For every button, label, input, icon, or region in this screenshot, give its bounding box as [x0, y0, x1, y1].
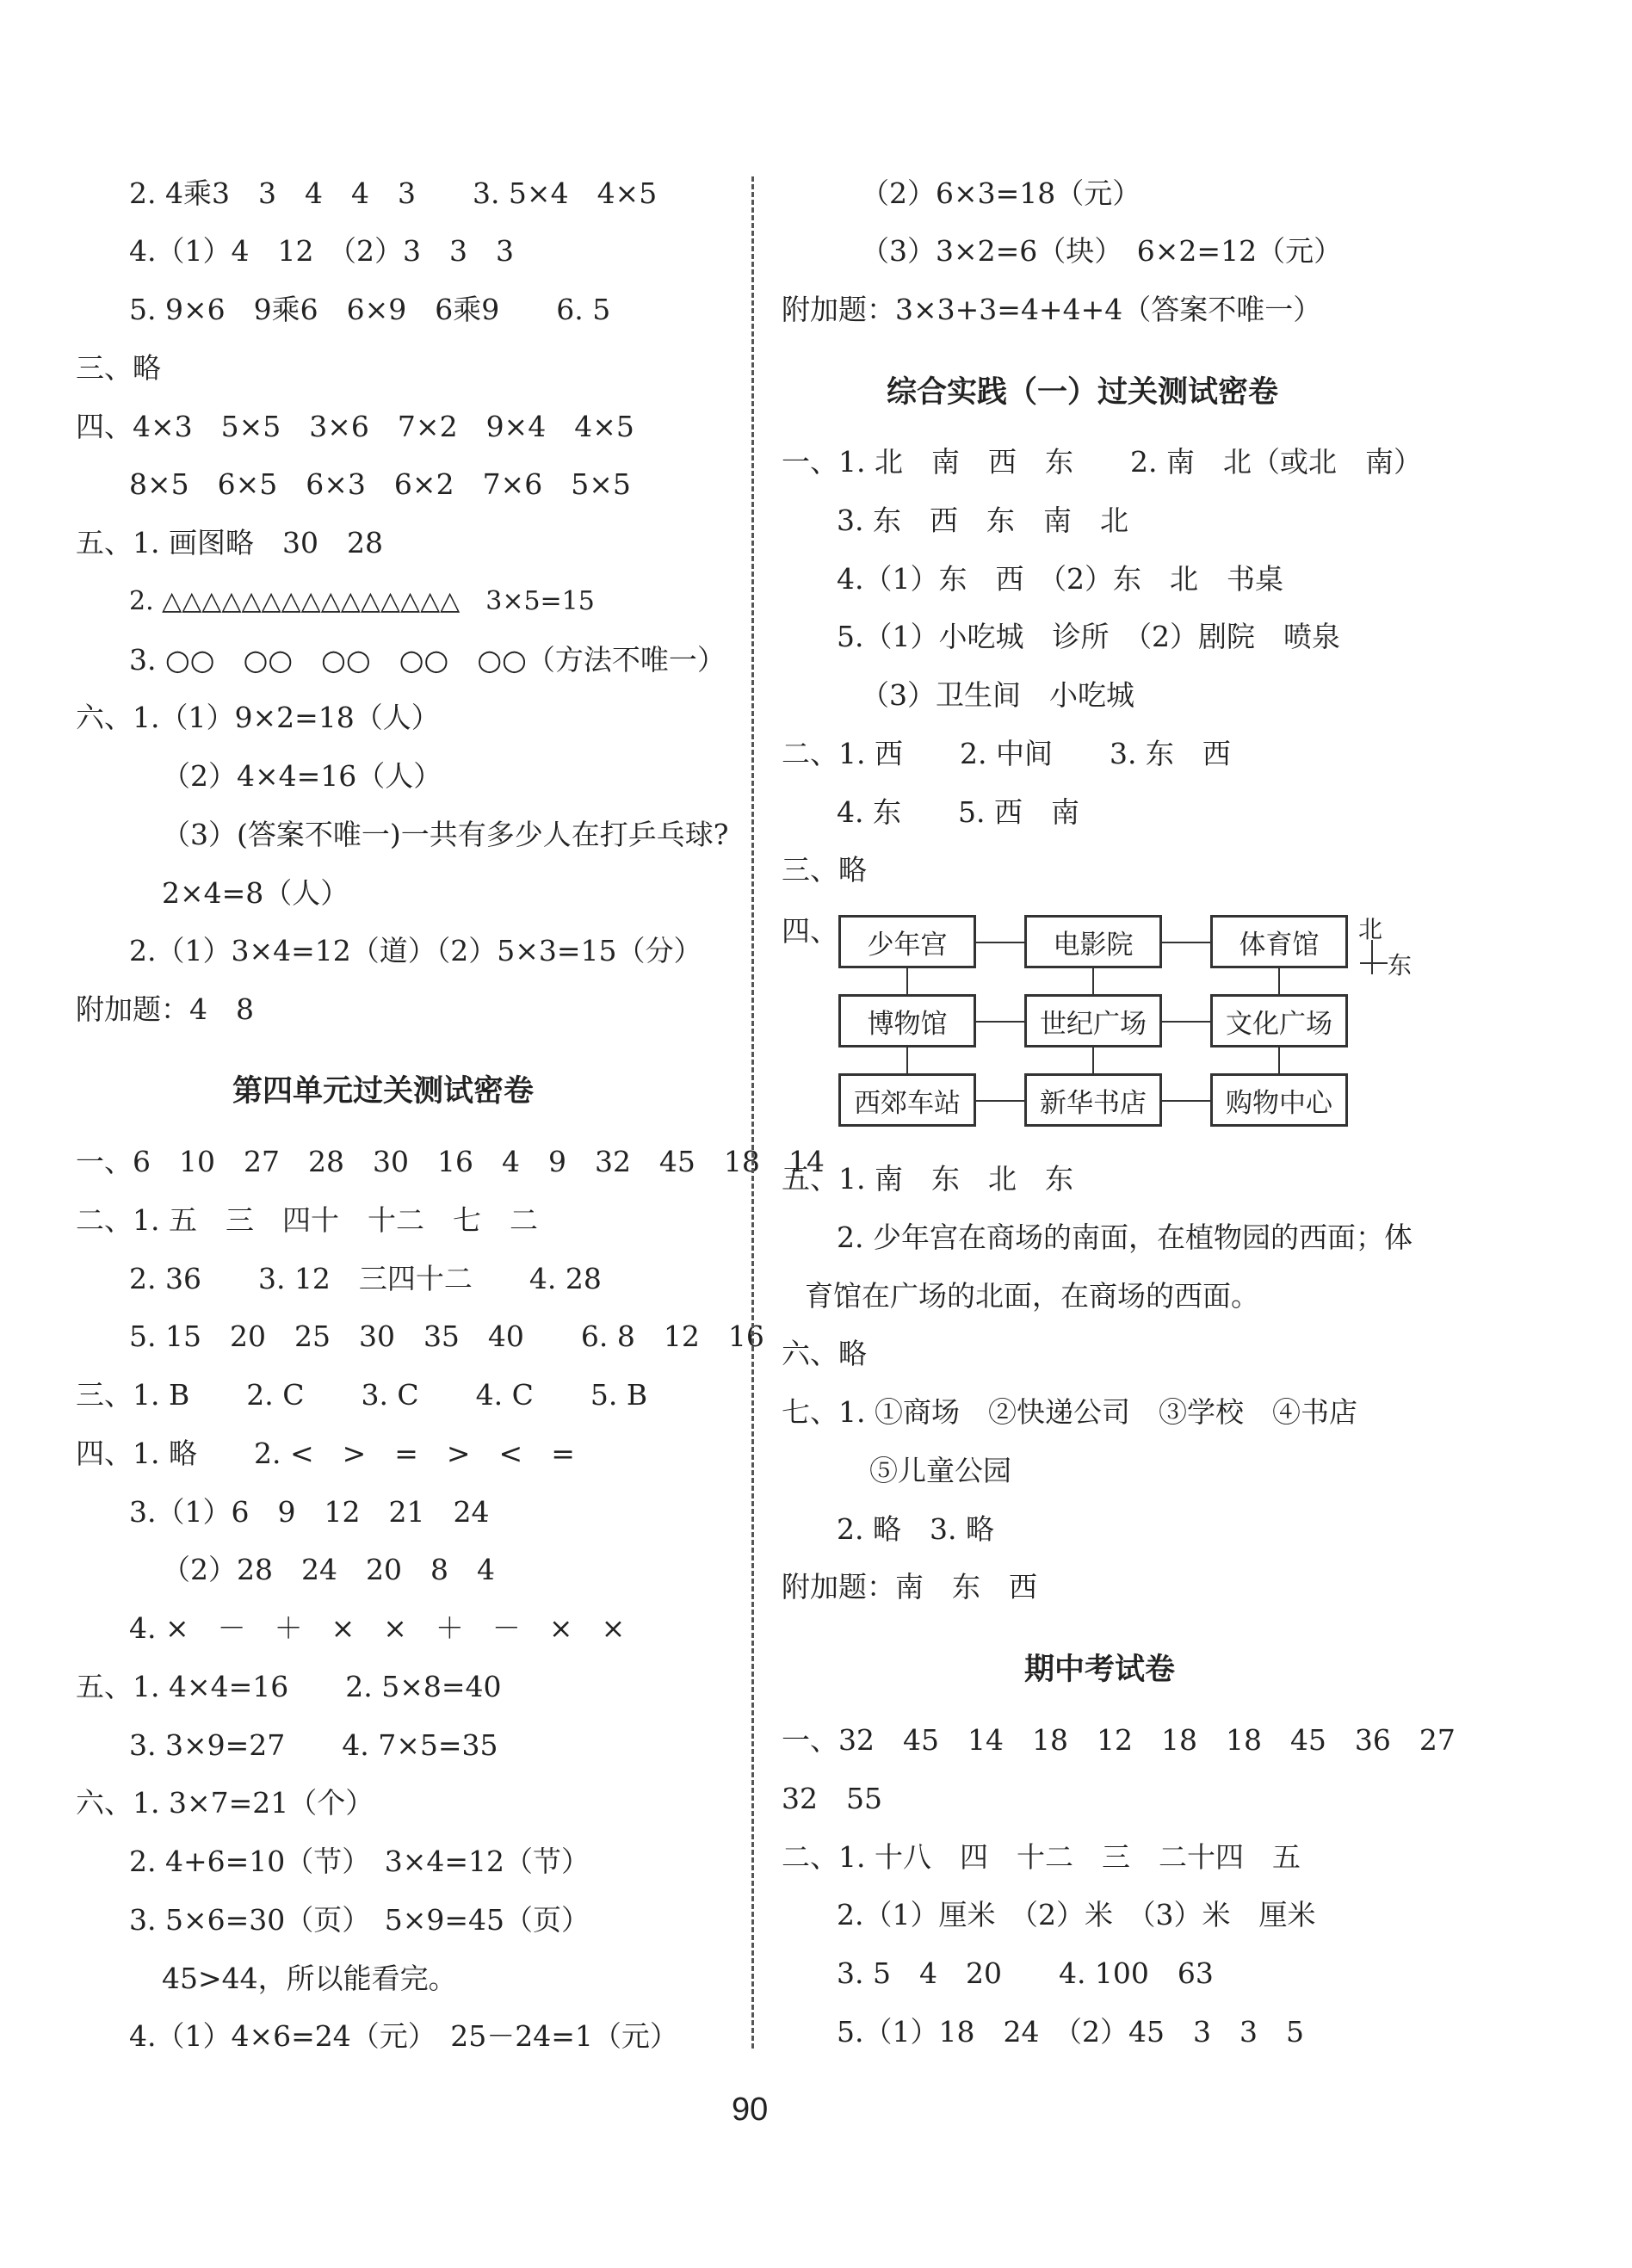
answer-line: 二、1. 十八 四 十二 三 二十四 五	[782, 1840, 1301, 1874]
answer-line: 2. 4乘3 3 4 4 3 3. 5×4 4×5	[129, 176, 658, 210]
answer-line: 2×4=8（人）	[162, 876, 349, 910]
map-place-box: 西郊车站	[838, 1073, 976, 1127]
column-divider	[751, 176, 754, 2049]
answer-line: （2）4×4=16（人）	[162, 759, 442, 793]
section-title: 第四单元过关测试密卷	[232, 1074, 535, 1109]
answer-line: 四、1. 略 2. < > = > < =	[76, 1437, 575, 1470]
answer-line: 六、略	[782, 1337, 867, 1370]
answer-line: 3. 3×9=27 4. 7×5=35	[129, 1728, 498, 1762]
answer-line: 4.（1）4 12 （2）3 3 3	[129, 234, 514, 268]
answer-line: 4. × － ＋ × × ＋ － × ×	[129, 1611, 626, 1645]
map-place-box: 体育馆	[1210, 915, 1348, 968]
map-place-box: 文化广场	[1210, 994, 1348, 1047]
answer-line: 3. 东 西 东 南 北	[837, 504, 1128, 537]
answer-line: 3. 5×6=30（页） 5×9=45（页）	[129, 1903, 590, 1937]
answer-line: 2.（1）3×4=12（道）（2）5×3=15（分）	[129, 934, 702, 967]
answer-line: 一、6 10 27 28 30 16 4 9 32 45 18 14	[76, 1145, 825, 1178]
connector	[1278, 967, 1280, 995]
map-place-box: 世纪广场	[1024, 994, 1162, 1047]
answer-line: 5. 9×6 9乘6 6×9 6乘9 6. 5	[129, 293, 611, 326]
map-place-box: 电影院	[1024, 915, 1162, 968]
answer-line: 3. 5 4 20 4. 100 63	[837, 1956, 1214, 1990]
answer-line: （3）3×2=6（块） 6×2=12（元）	[861, 234, 1343, 268]
answer-line: 4. 东 5. 西 南	[837, 795, 1079, 829]
answer-line: 六、1. 3×7=21（个）	[76, 1786, 374, 1820]
connector	[1278, 1047, 1280, 1074]
answer-line: 4.（1）东 西 （2）东 北 书桌	[837, 562, 1283, 596]
map-place-box: 博物馆	[838, 994, 976, 1047]
connector	[976, 1021, 1024, 1023]
answer-line: 5.（1）18 24 （2）45 3 3 5	[837, 2015, 1304, 2049]
connector	[1162, 942, 1210, 943]
answer-line: 一、1. 北 南 西 东 2. 南 北（或北 南）	[782, 445, 1422, 479]
answer-line: 2.（1）厘米 （2）米 （3）米 厘米	[837, 1898, 1316, 1931]
compass-east-label: 东	[1388, 951, 1413, 980]
compass-north-label: 北	[1358, 915, 1383, 943]
connector	[1092, 1047, 1094, 1074]
answer-line: 七、1. ①商场 ②快递公司 ③学校 ④书店	[782, 1395, 1357, 1429]
answer-line: 2. 36 3. 12 三四十二 4. 28	[129, 1262, 602, 1295]
connector	[976, 942, 1024, 943]
section-title: 综合实践（一）过关测试密卷	[887, 375, 1279, 410]
answer-line: 三、1. B 2. C 3. C 4. C 5. B	[76, 1378, 648, 1412]
answer-line: 六、1.（1）9×2=18（人）	[76, 701, 440, 734]
connector	[906, 967, 908, 995]
connector	[906, 1047, 908, 1074]
answer-line: 附加题：4 8	[76, 992, 254, 1026]
answer-line: 45>44，所以能看完。	[162, 1962, 457, 1995]
answer-line: 三、略	[76, 351, 161, 385]
answer-line: 4.（1）4×6=24（元） 25－24=1（元）	[129, 2019, 678, 2053]
answer-line: 四、4×3 5×5 3×6 7×2 9×4 4×5	[76, 410, 634, 443]
page-number: 90	[732, 2092, 769, 2128]
answer-line: 二、1. 五 三 四十 十二 七 二	[76, 1203, 538, 1237]
answer-line: （2）6×3=18（元）	[861, 176, 1141, 210]
compass-arrow-icon	[1371, 940, 1373, 974]
answer-line: 五、1. 画图略 30 28	[76, 526, 383, 559]
answer-line: 32 55	[782, 1782, 882, 1815]
compass-arrow-icon	[1360, 962, 1388, 964]
answer-line: ⑤儿童公园	[869, 1454, 1011, 1487]
answer-line: 2. 少年宫在商场的南面，在植物园的西面；体	[837, 1221, 1413, 1254]
answer-line: 五、1. 南 东 北 东	[782, 1162, 1073, 1196]
answer-line: （3）(答案不唯一)一共有多少人在打乒乓球?	[162, 818, 729, 851]
answer-line: 四、	[782, 914, 838, 948]
map-place-box: 少年宫	[838, 915, 976, 968]
answer-line: 三、略	[782, 853, 867, 887]
connector	[1092, 967, 1094, 995]
answer-line: （3）卫生间 小吃城	[861, 678, 1134, 712]
section-title: 期中考试卷	[1024, 1653, 1176, 1687]
answer-line: 8×5 6×5 6×3 6×2 7×6 5×5	[129, 467, 631, 501]
connector	[1162, 1021, 1210, 1023]
connector	[976, 1100, 1024, 1102]
map-place-box: 新华书店	[1024, 1073, 1162, 1127]
map-place-box: 购物中心	[1210, 1073, 1348, 1127]
answer-line: 2. 略 3. 略	[837, 1512, 994, 1546]
connector	[1162, 1100, 1210, 1102]
answer-line: 5.（1）小吃城 诊所 （2）剧院 喷泉	[837, 620, 1340, 653]
answer-line: 3. ○○ ○○ ○○ ○○ ○○（方法不唯一）	[129, 643, 726, 677]
answer-line: 5. 15 20 25 30 35 40 6. 8 12 16	[129, 1319, 764, 1353]
answer-line: 附加题：南 东 西	[782, 1570, 1037, 1604]
answer-line: 二、1. 西 2. 中间 3. 东 西	[782, 737, 1231, 770]
answer-line: 2. 4+6=10（节） 3×4=12（节）	[129, 1845, 590, 1878]
answer-line: 附加题：3×3+3=4+4+4（答案不唯一）	[782, 293, 1322, 326]
answer-line: 育馆在广场的北面，在商场的西面。	[805, 1279, 1259, 1313]
answer-line: 3.（1）6 9 12 21 24	[129, 1495, 490, 1529]
answer-line: 2. △△△△△△△△△△△△△△△ 3×5=15	[129, 586, 595, 616]
answer-line: 五、1. 4×4=16 2. 5×8=40	[76, 1670, 502, 1703]
answer-line: （2）28 24 20 8 4	[162, 1553, 495, 1586]
answer-line: 一、32 45 14 18 12 18 18 45 36 27	[782, 1723, 1456, 1757]
